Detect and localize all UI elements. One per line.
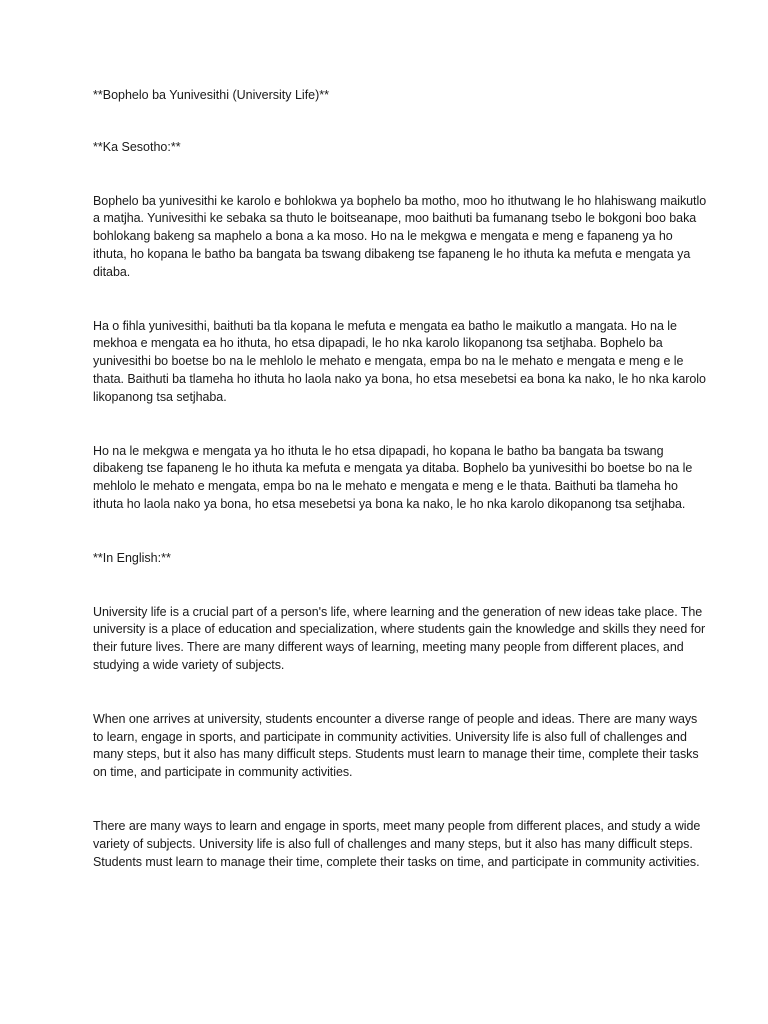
english-heading: **In English:** [93,550,171,565]
sesotho-heading: **Ka Sesotho:** [93,139,181,154]
english-paragraph-1: University life is a crucial part of a person's life, where learning and the generation of new ideas take place. The university is a place of education and specialization, where students gain the knowledge and skills they need for their future lives. There are many different ways of learning, meeting many people from different places, and studying a wide variety of subjects. [93,604,706,672]
english-paragraph-3: There are many ways to learn and engage in sports, meet many people from different places, and study a wide variety of subjects. University life is also full of challenges and many steps, but it also has many difficult steps. Students must learn to manage their time, complete their tasks on time, and participate in community activities. [93,818,701,869]
english-paragraph-2: When one arrives at university, students encounter a diverse range of people and ideas. There are many ways to learn, engage in sports, and participate in community activities. University life is also full of challenges and many steps, but it also has many difficult steps. Students must learn to manage their time, complete their tasks on time, and participate in community activities. [93,711,699,780]
document-title: **Bophelo ba Yunivesithi (University Life)** [93,88,330,102]
sesotho-paragraph-3: Ho na le mekgwa e mengata ya ho ithuta le ho etsa dipapadi, ho kopana le batho ba bangata ba tswang dibakeng tse fapaneng le ho ithuta ka mefuta e mengata ya ditaba. Bophelo ba yunivesithi bo boetse bo na le mehlolo le mehato e mengata, empa bo na le mehato e mengata e meng e le thata. Baithuti ba tlameha ho ithuta ho laola nako ya bona, ho etsa mesebetsi ya bona ka nako, le ho nka karolo dikopanong tsa setjhaba. [93,443,693,511]
sesotho-paragraph-1: Bophelo ba yunivesithi ke karolo e bohlokwa ya bophelo ba motho, moo ho ithutwang le ho hlahiswang maikutlo a matjha. Yunivesithi ke sebaka sa thuto le boitseanape, moo baithuti ba fumanang tsebo le bokgoni boo baka bohlokang bakeng sa maphelo a bona a ka moso. Ho na le mekgwa e mengata e meng e fapaneng ya ho ithuta, ho kopana le batho ba bangata ba tswang dibakeng tse fapaneng le ho ithuta ka mefuta e mengata ya ditaba. [93,193,707,279]
sesotho-paragraph-2: Ha o fihla yunivesithi, baithuti ba tla kopana le mefuta e mengata ea batho le maikutlo a mangata. Ho na le mekhoa e mengata ea ho ithuta, ho etsa dipapadi, le ho nka karolo likopanong tsa setjhaba. Bophelo ba yunivesithi bo boetse bo na le mehlolo le mehato e mengata, empa bo na le mehato e mengata e meng e le thata. Baithuti ba tlameha ho ithuta ho laola nako ya bona, ho etsa mesebetsi ea bona ka nako, le ho nka karolo likopanong tsa setjhaba. [93,318,706,404]
